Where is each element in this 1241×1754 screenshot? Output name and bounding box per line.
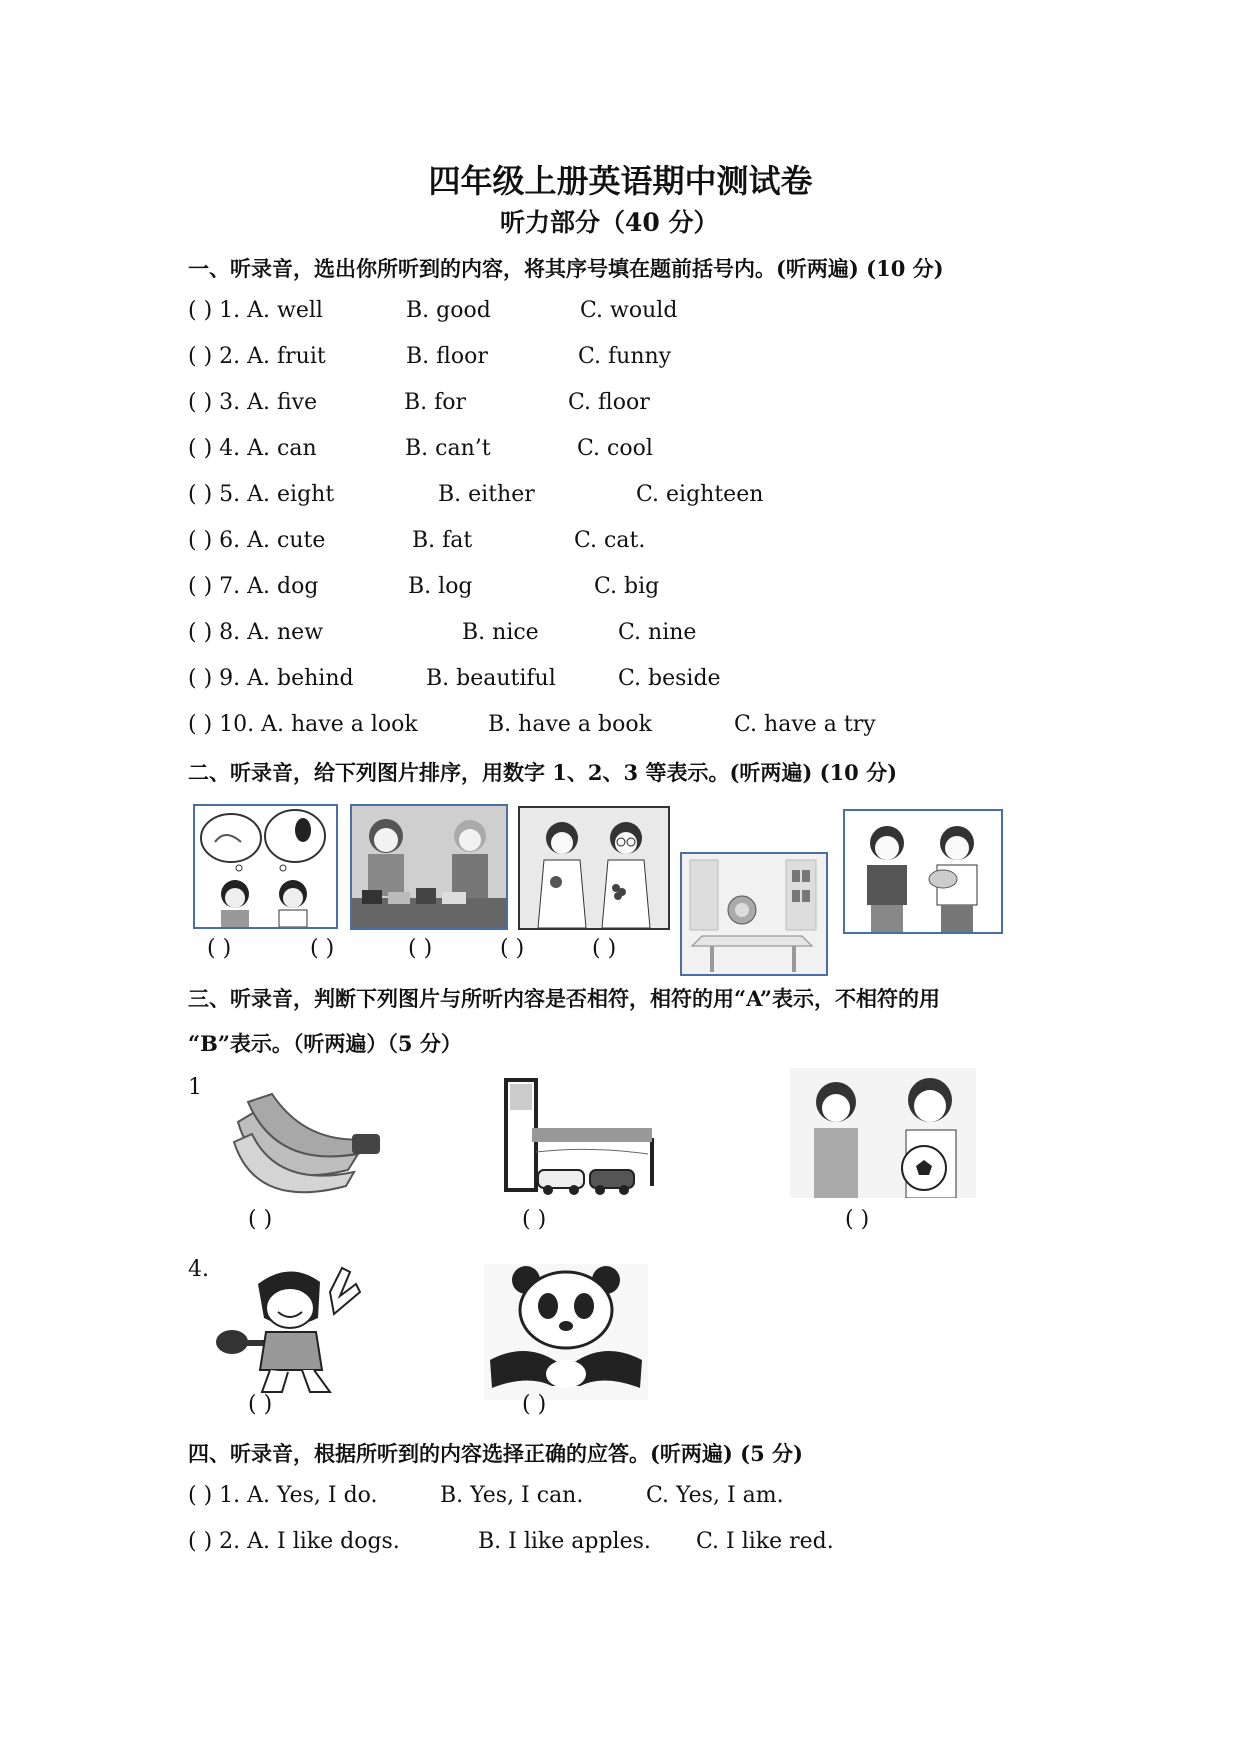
question-text: ( ) 5. A. eight xyxy=(188,482,335,507)
picture-boys-talking xyxy=(843,809,1003,934)
picture-panda xyxy=(484,1264,648,1400)
picture-number-4: 4. xyxy=(188,1257,209,1282)
option-c: C. funny xyxy=(578,344,672,369)
option-b: B. Yes, I can. xyxy=(440,1483,584,1508)
picture-bed-cars xyxy=(502,1076,662,1198)
order-blank-1[interactable]: ( ) xyxy=(207,936,232,961)
page-subtitle: 听力部分（40 分） xyxy=(500,208,719,237)
option-c: C. would xyxy=(580,298,678,323)
list-item xyxy=(188,528,1088,558)
list-item xyxy=(188,712,1088,742)
option-b: B. floor xyxy=(406,344,488,369)
option-b: B. log xyxy=(408,574,473,599)
section4-heading: 四、听录音，根据所听到的内容选择正确的应答。(听两遍) (5 分) xyxy=(188,1441,803,1466)
list-item xyxy=(188,574,1088,604)
question-text: ( ) 1. A. well xyxy=(188,298,323,323)
option-c: C. I like red. xyxy=(696,1529,834,1554)
option-b: B. fat xyxy=(412,528,473,553)
picture-girls-fruit xyxy=(518,806,670,930)
question-text: ( ) 9. A. behind xyxy=(188,666,354,691)
option-b: B. beautiful xyxy=(426,666,556,691)
option-b: B. I like apples. xyxy=(478,1529,651,1554)
picture-kids-football xyxy=(790,1068,976,1198)
list-item xyxy=(188,1529,1088,1559)
picture-shop-counter xyxy=(350,804,508,930)
option-b: B. have a book xyxy=(488,712,652,737)
section1-heading: 一、听录音，选出你所听到的内容，将其序号填在题前括号内。(听两遍) (10 分) xyxy=(188,256,944,281)
picture-kids-thinking xyxy=(193,804,338,929)
judge-blank-1[interactable]: ( ) xyxy=(248,1207,273,1232)
option-b: B. can’t xyxy=(405,436,491,461)
question-text: ( ) 1. A. Yes, I do. xyxy=(188,1483,378,1508)
option-b: B. good xyxy=(406,298,491,323)
option-b: B. nice xyxy=(462,620,539,645)
question-text: ( ) 7. A. dog xyxy=(188,574,319,599)
question-text: ( ) 4. A. can xyxy=(188,436,317,461)
question-text: ( ) 3. A. five xyxy=(188,390,318,415)
option-c: C. floor xyxy=(568,390,650,415)
question-text: ( ) 2. A. I like dogs. xyxy=(188,1529,400,1554)
picture-bananas xyxy=(228,1082,388,1214)
list-item xyxy=(188,620,1088,650)
judge-blank-5[interactable]: ( ) xyxy=(522,1392,547,1417)
section3-heading-line2: “B”表示。（听两遍）（5 分） xyxy=(188,1031,462,1056)
list-item xyxy=(188,482,1088,512)
judge-blank-3[interactable]: ( ) xyxy=(845,1207,870,1232)
option-c: C. cool xyxy=(577,436,653,461)
option-b: B. for xyxy=(404,390,467,415)
option-c: C. eighteen xyxy=(636,482,764,507)
judge-blank-4[interactable]: ( ) xyxy=(248,1392,273,1417)
section2-heading: 二、听录音，给下列图片排序，用数字 1、2、3 等表示。(听两遍) (10 分) xyxy=(188,760,898,785)
list-item xyxy=(188,666,1088,696)
option-c: C. have a try xyxy=(734,712,876,737)
section3-heading-line1: 三、听录音，判断下列图片与所听内容是否相符，相符的用“A”表示，不相符的用 xyxy=(188,986,940,1011)
order-blank-4[interactable]: ( ) xyxy=(500,936,525,961)
question-text: ( ) 10. A. have a look xyxy=(188,712,418,737)
option-c: C. cat. xyxy=(574,528,646,553)
list-item xyxy=(188,298,1088,328)
order-blank-2[interactable]: ( ) xyxy=(310,936,335,961)
question-text: ( ) 6. A. cute xyxy=(188,528,326,553)
page-title: 四年级上册英语期中测试卷 xyxy=(428,162,813,200)
order-blank-5[interactable]: ( ) xyxy=(592,936,617,961)
option-c: C. beside xyxy=(618,666,721,691)
order-blank-3[interactable]: ( ) xyxy=(408,936,433,961)
list-item xyxy=(188,436,1088,466)
question-text: ( ) 8. A. new xyxy=(188,620,324,645)
picture-lion-on-table xyxy=(680,852,828,976)
list-item xyxy=(188,390,1088,420)
option-c: C. Yes, I am. xyxy=(646,1483,784,1508)
picture-number-1: 1 xyxy=(188,1075,202,1100)
question-text: ( ) 2. A. fruit xyxy=(188,344,326,369)
judge-blank-2[interactable]: ( ) xyxy=(522,1207,547,1232)
option-c: C. big xyxy=(594,574,660,599)
option-b: B. either xyxy=(438,482,535,507)
picture-boy-pingpong xyxy=(210,1262,370,1398)
list-item xyxy=(188,1483,1088,1513)
option-c: C. nine xyxy=(618,620,697,645)
list-item xyxy=(188,344,1088,374)
